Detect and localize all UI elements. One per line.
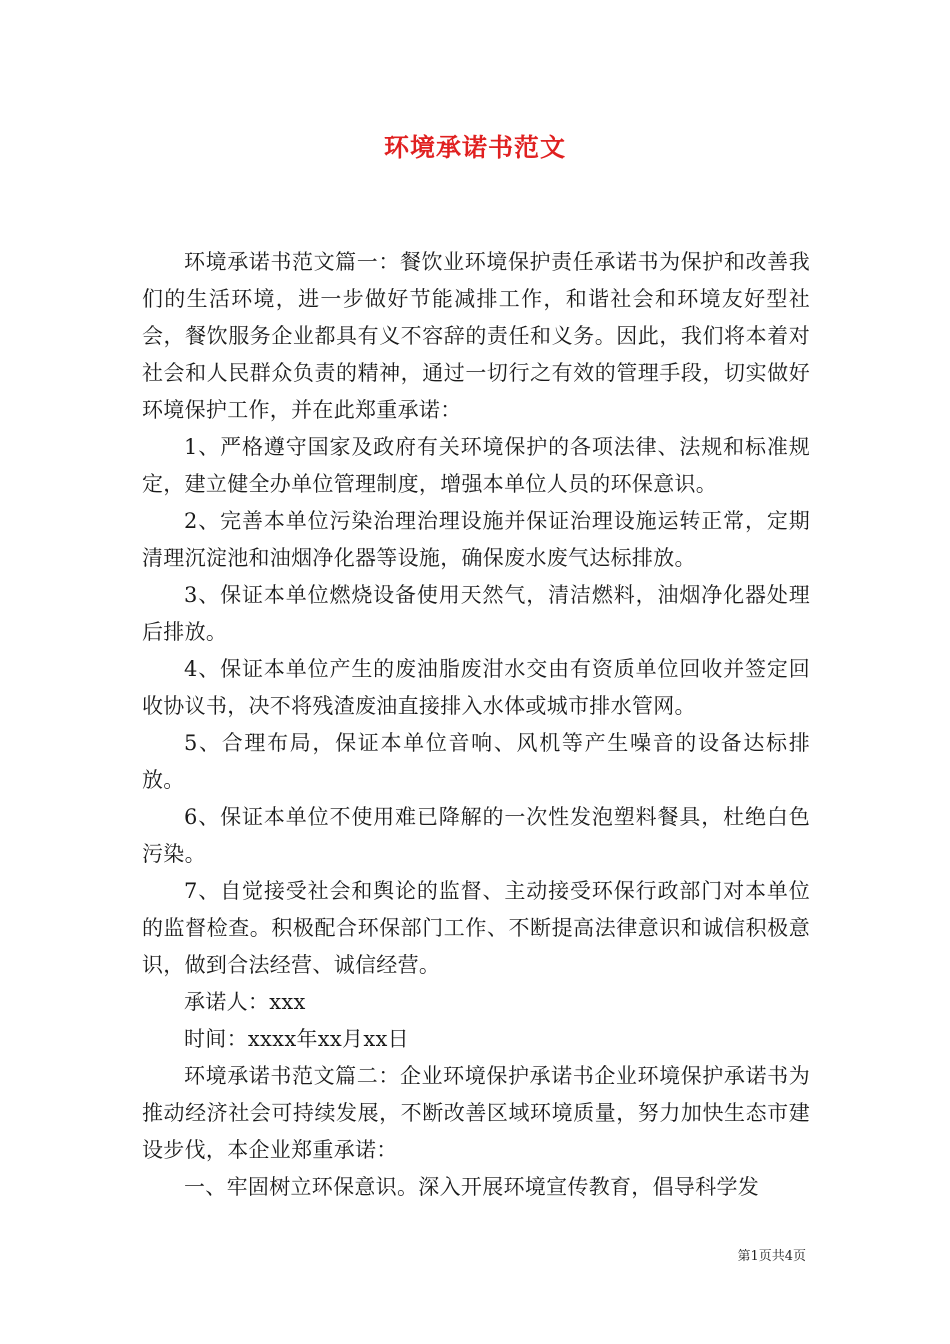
paragraph-item-5: 5、合理布局，保证本单位音响、风机等产生噪音的设备达标排放。 xyxy=(142,731,810,792)
paragraph-intro: 环境承诺书范文篇一：餐饮业环境保护责任承诺书为保护和改善我们的生活环境，进一步做好节能减排工作，和谐社会和环境友好型社会，餐饮服务企业都具有义不容辞的责任和义务。因此，我们将本着对社会和人民群众负责的精神，通过一切行之有效的管理手段，切实做好环境保护工作，并在此郑重承诺： xyxy=(142,250,810,422)
date-line: 时间：xxxx年xx月xx日 xyxy=(184,1027,409,1051)
paragraph-item-7: 7、自觉接受社会和舆论的监督、主动接受环保行政部门对本单位的监督检查。积极配合环保部门工作、不断提高法律意识和诚信积极意识，做到合法经营、诚信经营。 xyxy=(142,879,810,977)
paragraph-item-6: 6、保证本单位不使用难已降解的一次性发泡塑料餐具，杜绝白色污染。 xyxy=(142,805,810,866)
signatory-line: 承诺人：xxx xyxy=(184,990,306,1014)
document-body xyxy=(142,244,810,1206)
paragraph-item-4: 4、保证本单位产生的废油脂废泔水交由有资质单位回收并签定回收协议书，决不将残渣废油直接排入水体或城市排水管网。 xyxy=(142,657,810,718)
paragraph-part-two: 环境承诺书范文篇二：企业环境保护承诺书企业环境保护承诺书为推动经济社会可持续发展，不断改善区域环境质量，努力加快生态市建设步伐，本企业郑重承诺： xyxy=(142,1064,810,1162)
page-number: 第1页共4页 xyxy=(737,1249,806,1264)
paragraph-item-3: 3、保证本单位燃烧设备使用天然气，清洁燃料，油烟净化器处理后排放。 xyxy=(142,583,810,644)
paragraph-item-2: 2、完善本单位污染治理治理设施并保证治理设施运转正常，定期清理沉淀池和油烟净化器等设施，确保废水废气达标排放。 xyxy=(142,509,810,570)
paragraph-part-two-item-1: 一、牢固树立环保意识。深入开展环境宣传教育，倡导科学发 xyxy=(184,1175,760,1199)
document-title: 环境承诺书范文 xyxy=(383,133,566,162)
paragraph-item-1: 1、严格遵守国家及政府有关环境保护的各项法律、法规和标准规定，建立健全办单位管理制度，增强本单位人员的环保意识。 xyxy=(142,435,810,496)
